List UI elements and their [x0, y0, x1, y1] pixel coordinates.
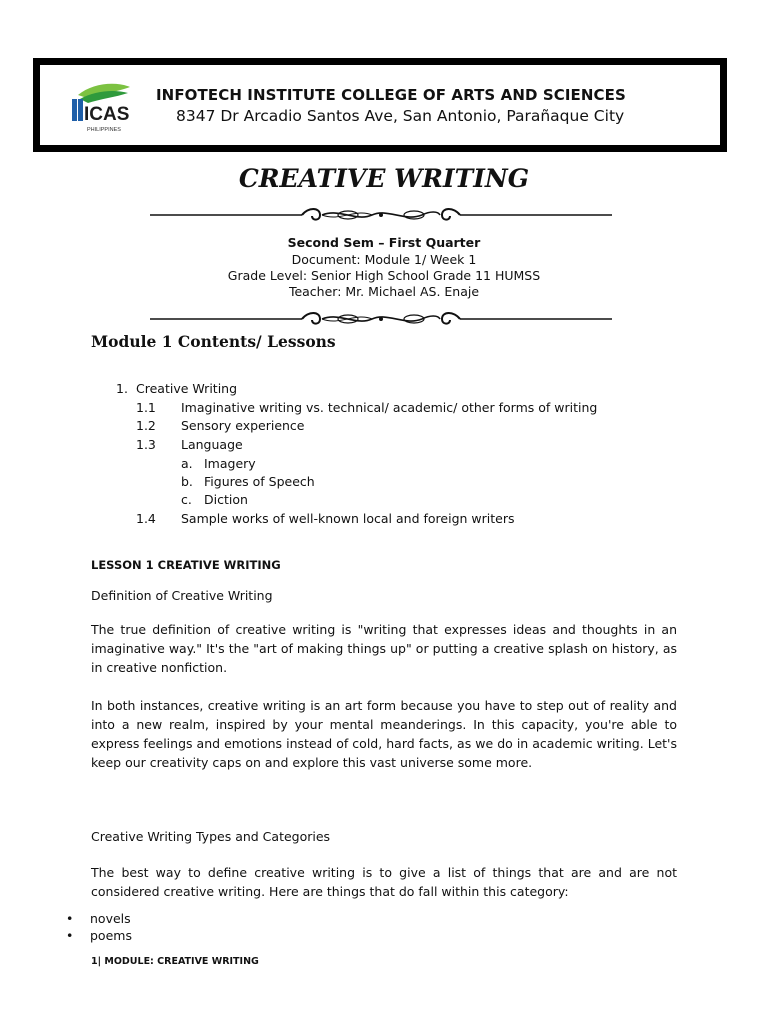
document-line: Document: Module 1/ Week 1	[291, 252, 477, 267]
toc-text: Sample works of well-known local and foreign writers	[181, 511, 515, 526]
list-item-text: poems	[90, 928, 132, 943]
header-box	[33, 58, 727, 152]
toc-number: c.	[181, 492, 192, 507]
toc-text: Diction	[204, 492, 248, 507]
logo-subtext: PHILIPPINES	[87, 127, 121, 133]
grade-level-line: Grade Level: Senior High School Grade 11 HUMSS	[227, 268, 541, 283]
bullet-dot: •	[66, 911, 74, 926]
toc-text: Imagery	[204, 456, 256, 471]
toc-number: 1.2	[136, 418, 156, 433]
icas-logo	[70, 77, 134, 137]
semester-line: Second Sem – First Quarter	[287, 235, 481, 250]
toc-text: Figures of Speech	[204, 474, 315, 489]
toc-text: Sensory experience	[181, 418, 305, 433]
list-item-text: novels	[90, 911, 131, 926]
institution-address: 8347 Dr Arcadio Santos Ave, San Antonio, Parañaque City	[176, 107, 625, 125]
paragraph-definition: The true definition of creative writing is "writing that expresses ideas and thoughts in an imaginative way." It's the "art of making things up" or putting a creative splash on history, as in creative nonfiction.	[91, 622, 677, 675]
definition-heading: Definition of Creative Writing	[91, 588, 273, 603]
toc-number: 1.4	[136, 511, 156, 526]
toc-number: a.	[181, 456, 193, 471]
document-title: CREATIVE WRITING	[238, 164, 530, 193]
paragraph-types: The best way to define creative writing is to give a list of things that are and are not considered creative writing. Here are things that do fall within this category:	[91, 865, 677, 899]
bullet-dot: •	[66, 928, 74, 943]
logo-text: ICAS	[84, 104, 130, 125]
module-contents-heading: Module 1 Contents/ Lessons	[91, 332, 336, 351]
teacher-line: Teacher: Mr. Michael AS. Enaje	[288, 284, 480, 299]
toc-number: 1.1	[136, 400, 156, 415]
lesson-heading: LESSON 1 CREATIVE WRITING	[91, 558, 281, 572]
toc-text: Language	[181, 437, 243, 452]
ornamental-divider-bottom	[150, 310, 612, 328]
ornamental-divider-top	[150, 206, 612, 224]
institution-name: INFOTECH INSTITUTE COLLEGE OF ARTS AND SCIENCES	[156, 86, 626, 104]
toc-text: Creative Writing	[136, 381, 238, 396]
types-heading: Creative Writing Types and Categories	[91, 829, 331, 844]
toc-number: b.	[181, 474, 193, 489]
toc-number: 1.3	[136, 437, 156, 452]
toc-number: 1.	[116, 381, 128, 396]
toc-text: Imaginative writing vs. technical/ academic/ other forms of writing	[181, 400, 598, 415]
paragraph-art-form: In both instances, creative writing is an art form because you have to step out of reality and into a new realm, inspired by your mental meanderings. In this capacity, you're able to express feelings and emotions instead of cold, hard facts, as we do in academic writing. Let's keep our creativity caps on and explore this vast universe some more.	[91, 698, 677, 770]
page-footer: 1| MODULE: CREATIVE WRITING	[91, 956, 259, 967]
